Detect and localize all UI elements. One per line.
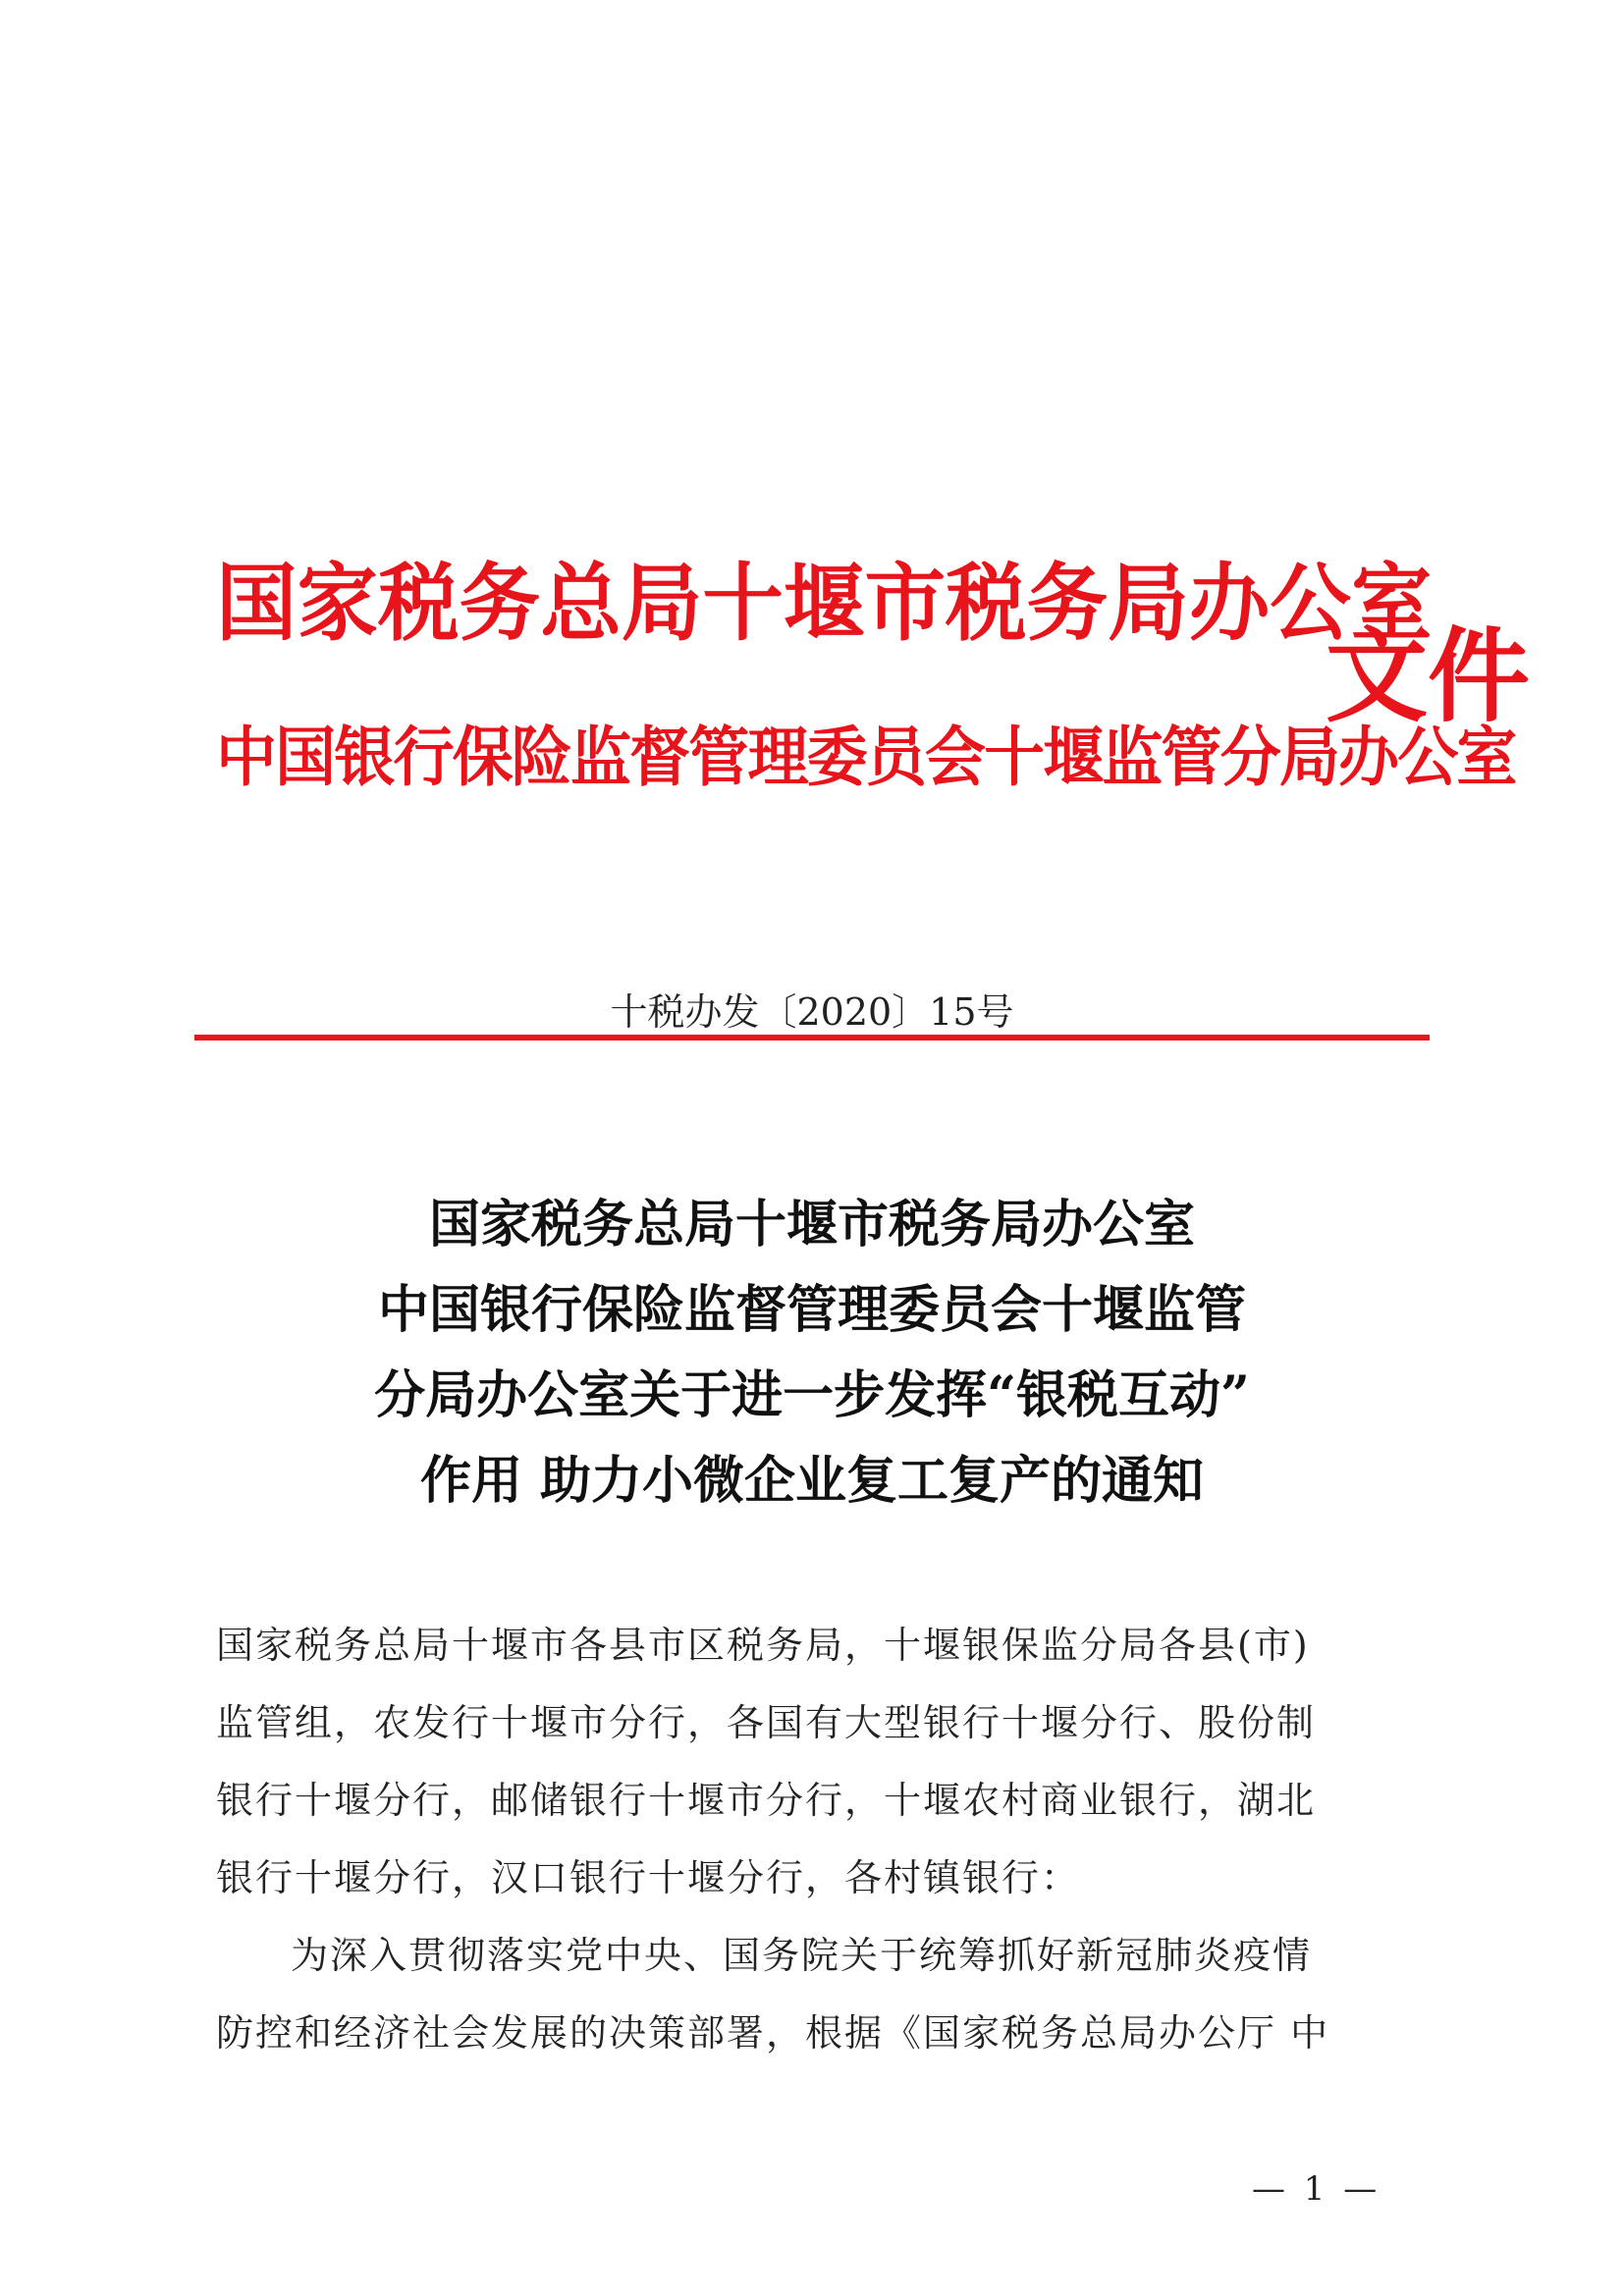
paragraph-line-1: 为深入贯彻落实党中央、国务院关于统筹抓好新冠肺炎疫情 xyxy=(291,1934,1313,1977)
addressee-line-3: 银行十堰分行，邮储银行十堰市分行，十堰农村商业银行，湖北 xyxy=(216,1779,1317,1822)
page-number: — 1 — xyxy=(1252,2169,1381,2209)
document-title-line-3: 分局办公室关于进一步发挥“银税互动” xyxy=(374,1365,1250,1425)
red-divider-rule xyxy=(194,1035,1430,1041)
document-title-line-4: 作用 助力小微企业复工复产的通知 xyxy=(419,1451,1205,1511)
document-title-line-1: 国家税务总局十堰市税务局办公室 xyxy=(428,1195,1195,1255)
addressee-line-4: 银行十堰分行，汉口银行十堰分行，各村镇银行： xyxy=(216,1856,1081,1899)
issuer-header-line-2: 中国银行保险监督管理委员会十堰监管分局办公室 xyxy=(216,720,1516,795)
addressee-line-1: 国家税务总局十堰市各县市区税务局，十堰银保监分局各县(市) xyxy=(216,1624,1310,1667)
document-title-line-2: 中国银行保险监督管理委员会十堰监管 xyxy=(377,1280,1246,1340)
paragraph-line-2: 防控和经济社会发展的决策部署，根据《国家税务总局办公厅 中 xyxy=(216,2011,1330,2055)
document-number: 十税办发〔2020〕15号 xyxy=(610,990,1014,1034)
issuer-header-line-1: 国家税务总局十堰市税务局办公室 xyxy=(216,555,1433,653)
addressee-line-2: 监管组，农发行十堰市分行，各国有大型银行十堰分行、股份制 xyxy=(216,1701,1317,1744)
issuer-header-suffix: 文件 xyxy=(1326,616,1531,736)
